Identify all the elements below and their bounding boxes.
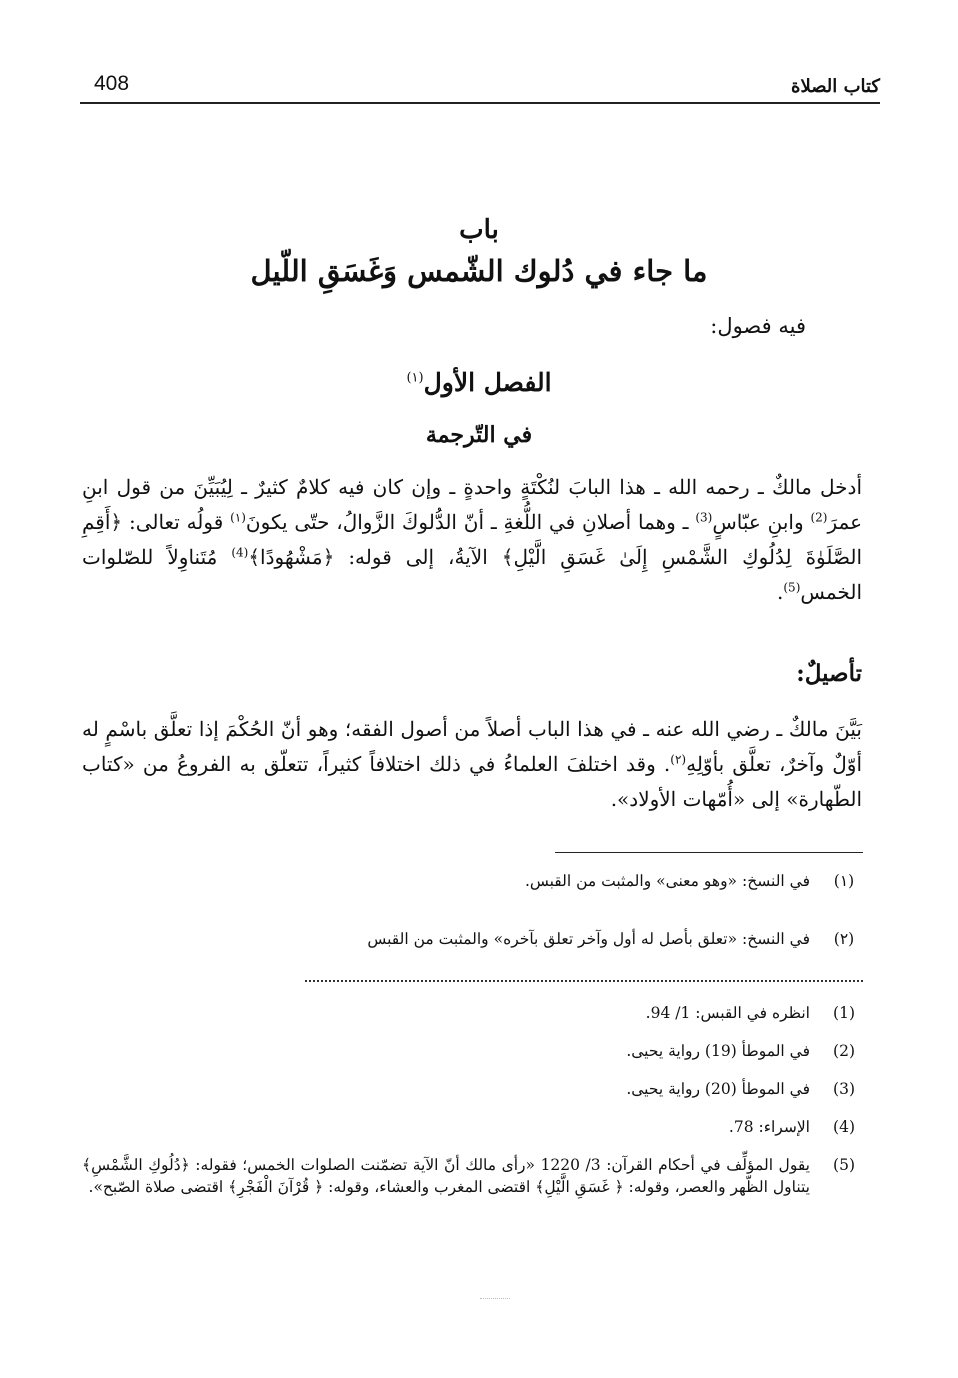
footnote-4: [82, 1116, 862, 1138]
editor-note-text: في النسخ: «تعلق بأصل له أول وآخر تعلق بآخره» والمثبت من القبس: [367, 930, 810, 948]
page-number: 408: [94, 72, 130, 95]
footnote-number: (2): [833, 1042, 855, 1060]
running-title: كتاب الصلاة: [791, 76, 880, 97]
section-title-ref: (١): [406, 370, 424, 386]
editor-notes-divider: [555, 852, 863, 853]
footnote-5: [82, 1154, 862, 1198]
footnote-number: (3): [833, 1080, 855, 1098]
para1-part-d: قولُه تعالى: ﴿أَقِمِ الصَّلَوٰةَ لِدُلُوكِ الشَّمْسِ إِلَىٰ غَسَقِ الَّيْلِ﴾ الآيةُ، إلى قوله: ﴿مَشْهُودًا﴾: [82, 510, 862, 569]
para2-part-a: بَيَّنَ مالكٌ ـ رضي الله عنه ـ في هذا الباب أصلاً من أصول الفقه؛ وهو أنّ الحُكْمَ إذا تعلَّق باسْمٍ له أوّلٌ وآخرٌ، تعلَّق بأوّلِهِ: [82, 717, 862, 776]
chapter-label: باب: [459, 215, 499, 245]
para1-part-a: أدخل مالكٌ ـ رحمه الله ـ هذا البابَ لنُكْتَةٍ واحدةٍ ـ وإن كان فيه كلامٌ كثيرٌ ـ لِيُبَيِّنَ من قول ابنِ عمرَ: [82, 475, 862, 534]
running-header: [80, 72, 880, 104]
editor-note-number: (١): [833, 872, 855, 890]
footnote-text: في الموطأ (19) رواية يحيى.: [626, 1042, 810, 1060]
chapter-title: ما جاء في دُلوك الشّمس وَغَسَقِ اللّيل: [250, 254, 708, 288]
footnote-ref-3: (3): [695, 510, 713, 525]
section-title: [0, 368, 958, 397]
footnote-number: (4): [833, 1118, 855, 1136]
footnote-text: الإسراء: 78.: [728, 1118, 810, 1136]
para1-part-c: ـ وهما أصلانِ في اللُّغةِ ـ أنّ الدُّلوكَ الزَّوالُ، حتّى يكونَ: [245, 510, 696, 534]
subheading: تأصيلٌ:: [796, 660, 862, 687]
para1-part-b: وابنِ عبّاسٍ: [712, 510, 811, 534]
para1-part-e: مُتَناوِلاً للصّلوات الخمس: [82, 545, 862, 604]
note-ref-2: (٢): [670, 752, 687, 767]
para1-part-f: .: [777, 580, 784, 604]
footnote-1: [82, 1002, 862, 1024]
footnotes-divider: [305, 980, 863, 982]
editor-note-text: في النسخ: «وهو معنى» والمثبت من القبس.: [524, 872, 810, 890]
editor-note-2: [82, 928, 862, 950]
footnote-text: انظره في القبس: 1/ 94.: [645, 1004, 810, 1022]
scan-specks: [480, 1298, 510, 1299]
footnote-3: [82, 1078, 862, 1100]
para2-part-b: . وقد اختلفَ العلماءُ في ذلك اختلافاً كثيراً، تتعلّق به الفروعُ من «كتاب الطّهارة» إلى «أُمّهات الأولاد».: [82, 752, 862, 811]
note-ref-1: (١): [230, 510, 246, 525]
section-subtitle: في التّرجمة: [425, 422, 533, 448]
footnote-text: يقول المؤلِّف في أحكام القرآن: 3/ 1220 «رأى مالك أنّ الآية تضمّنت الصلوات الخمس؛ فقوله: ﴿دُلُوكِ الشَّمْسِ﴾ يتناول الظّهر والعصر، وقوله: ﴿ غَسَقِ الَّيْلِ﴾ اقتضى المغرب والعشاء، وقوله: ﴿ قُرْآنَ الْفَجْرِ﴾ اقتضى صلاة الصّبح».: [82, 1156, 810, 1196]
editor-note-1: [82, 870, 862, 892]
footnote-ref-5: (5): [783, 580, 801, 595]
footnote-2: [82, 1040, 862, 1062]
footnote-number: (1): [833, 1004, 855, 1022]
intro-line: فيه فصول:: [710, 314, 806, 338]
footnote-ref-4: (4): [231, 545, 249, 560]
section-title-text: الفصل الأول: [423, 368, 552, 397]
footnote-text: في الموطأ (20) رواية يحيى.: [626, 1080, 810, 1098]
footnote-number: (5): [833, 1156, 855, 1174]
footnote-ref-2: (2): [810, 510, 828, 525]
paragraph-1: [82, 470, 862, 610]
paragraph-2: [82, 712, 862, 817]
editor-note-number: (٢): [833, 930, 855, 948]
